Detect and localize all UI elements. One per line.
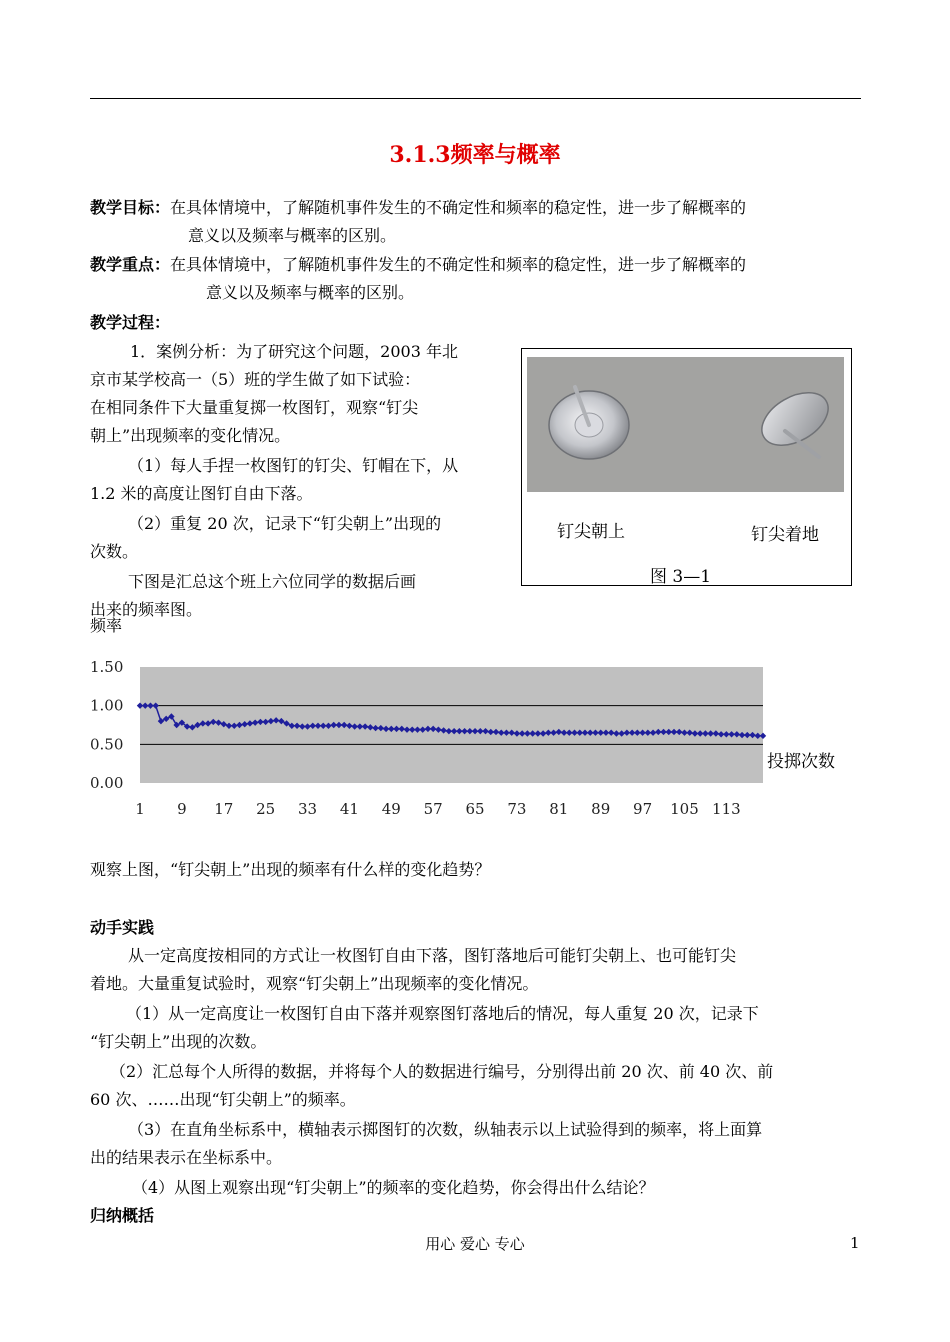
- x-tick-label: 81: [549, 800, 569, 818]
- caption-pin-down: 钉尖着地: [751, 525, 819, 545]
- case-line: 次数。: [90, 542, 139, 561]
- case-line: （1）每人手捏一枚图钉的钉尖、钉帽在下，从: [128, 456, 459, 475]
- key-text-1: 在具体情境中，了解随机事件发生的不确定性和频率的稳定性，进一步了解概率的: [170, 255, 747, 274]
- key-line-1: [90, 255, 746, 275]
- thumbtack-photo: [527, 357, 844, 492]
- chart-xlabel: 投掷次数: [767, 752, 835, 772]
- goal-label: 教学目标：: [90, 198, 171, 217]
- practice-line: 60 次、……出现“钉尖朝上”的频率。: [90, 1090, 356, 1109]
- goal-line-1: [90, 198, 746, 218]
- goal-text-2: 意义以及频率与概率的区别。: [188, 226, 397, 245]
- frequency-chart: [60, 640, 860, 825]
- x-tick-label: 73: [507, 800, 527, 818]
- header-rule: [90, 98, 861, 99]
- x-tick-label: 1: [135, 800, 145, 818]
- case-line: （2）重复 20 次，记录下“钉尖朝上”出现的: [128, 514, 442, 533]
- practice-line: （4）从图上观察出现“钉尖朝上”的频率的变化趋势，你会得出什么结论？: [132, 1178, 655, 1197]
- x-tick-label: 89: [591, 800, 611, 818]
- case-line: 1.2 米的高度让图钉自由下落。: [90, 484, 313, 503]
- practice-line: （3）在直角坐标系中，横轴表示掷图钉的次数，纵轴表示以上试验得到的频率，将上面算: [128, 1120, 763, 1139]
- x-tick-label: 49: [381, 800, 401, 818]
- x-tick-label: 65: [465, 800, 485, 818]
- summary-label: 归纳概括: [90, 1206, 155, 1225]
- practice-line: 着地。大量重复试验时，观察“钉尖朝上”出现频率的变化情况。: [90, 974, 539, 993]
- key-label: 教学重点：: [90, 255, 171, 274]
- case-line: 下图是汇总这个班上六位同学的数据后画: [128, 572, 417, 591]
- goal-text-1: 在具体情境中，了解随机事件发生的不确定性和频率的稳定性，进一步了解概率的: [170, 198, 747, 217]
- practice-line: 出的结果表示在坐标系中。: [90, 1148, 283, 1167]
- page-footer: 用心 爱心 专心: [425, 1235, 525, 1253]
- x-tick-label: 33: [297, 800, 318, 818]
- practice-line: （2）汇总每个人所得的数据，并将每个人的数据进行编号，分别得出前 20 次、前 40 次、前: [110, 1062, 774, 1081]
- x-tick-label: 41: [339, 800, 359, 818]
- page-title: 3.1.3频率与概率: [389, 142, 561, 168]
- x-tick-label: 57: [423, 800, 443, 818]
- caption-pin-up: 钉尖朝上: [557, 522, 625, 542]
- y-tick-label: 0.50: [90, 735, 124, 754]
- x-tick-label: 25: [256, 800, 276, 818]
- thumbtack-illustration: [527, 357, 844, 492]
- y-tick-label: 0.00: [90, 774, 124, 792]
- practice-line: 从一定高度按相同的方式让一枚图钉自由下落，图钉落地后可能钉尖朝上、也可能钉尖: [128, 946, 737, 965]
- case-line: 在相同条件下大量重复掷一枚图钉，观察“钉尖: [90, 398, 419, 417]
- practice-line: “钉尖朝上”出现的次数。: [90, 1032, 267, 1051]
- chart-ylabel: 频率: [90, 616, 123, 635]
- y-tick-label: 1.50: [90, 658, 124, 676]
- practice-line: （1）从一定高度让一枚图钉自由下落并观察图钉落地后的情况，每人重复 20 次，记录下: [126, 1004, 759, 1023]
- key-text-2: 意义以及频率与概率的区别。: [206, 283, 415, 302]
- case-line: 京市某学校高一（5）班的学生做了如下试验：: [90, 370, 421, 389]
- x-tick-label: 105: [670, 800, 699, 818]
- process-label: 教学过程：: [90, 313, 171, 332]
- case-line: 1．案例分析：为了研究这个问题，2003 年北: [130, 342, 458, 361]
- tack-down-cap: [753, 382, 837, 456]
- figure-label: 图 3—1: [650, 567, 712, 587]
- x-tick-label: 97: [633, 800, 653, 818]
- x-tick-label: 113: [712, 800, 741, 818]
- y-tick-label: 1.00: [90, 696, 124, 715]
- x-tick-label: 9: [177, 800, 187, 818]
- x-tick-label: 17: [214, 800, 234, 818]
- page-number: 1: [850, 1234, 860, 1252]
- case-line: 朝上”出现频率的变化情况。: [90, 426, 291, 445]
- chart-question: 观察上图，“钉尖朝上”出现的频率有什么样的变化趋势？: [90, 860, 491, 879]
- practice-label: 动手实践: [90, 918, 155, 937]
- case-line: 出来的频率图。: [90, 600, 203, 619]
